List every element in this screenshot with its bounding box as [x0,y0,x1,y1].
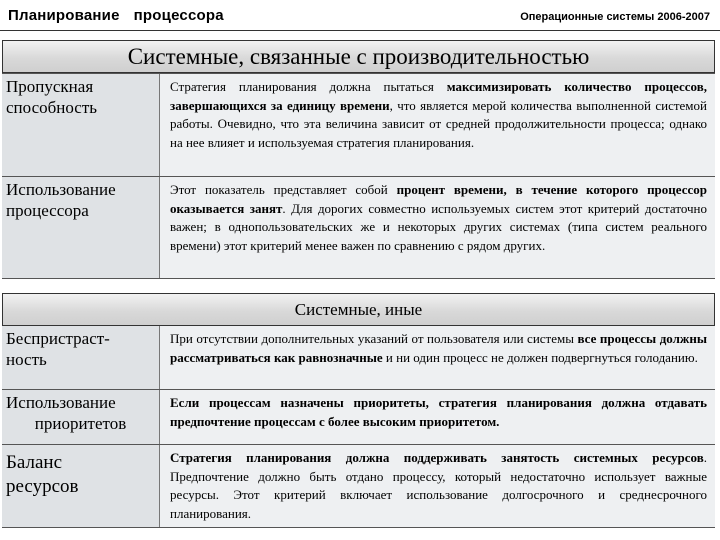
slide-title [8,7,224,24]
criterion-label [2,326,160,389]
table-row [2,326,715,390]
emphasized-text: процент времени, в течение которого процессор оказывается занят [170,182,707,216]
criterion-label [2,445,160,527]
criterion-label-line: Использование [6,180,116,199]
emphasized-text: Стратегия планирования должна поддерживать занятость системных ресурсов [170,450,704,465]
criterion-label-line: Использование [6,393,116,412]
criterion-label [2,390,160,444]
body-text: Этот показатель представляет собой [170,182,397,197]
body-text: , что является мерой количества выполненной системой работы. Очевидно, что эта величина зависит от средней продолжительности процесса; однако на нее влияет и используемая стратегия планирования. [170,97,707,150]
criterion-label-line: Пропускная [6,77,94,96]
emphasized-text: Если процессам назначены приоритеты, стратегия планирования должна отдавать предпочтение процессам с более высоким приоритетом. [170,395,707,429]
emphasized-text: максимизировать количество процессов, завершающихся за единицу времени [170,79,707,113]
criterion-label [2,177,160,278]
criterion-label-line: процессора [6,201,89,220]
criterion-label [2,74,160,176]
slide-title-part1: Планирование [8,7,120,24]
course-label: Операционные системы 2006-2007 [520,11,710,23]
criterion-description [160,326,715,389]
table-row [2,177,715,279]
slide-title-part2: процессора [133,7,224,24]
criterion-description [160,445,715,527]
header-divider [0,30,720,31]
table-row [2,390,715,445]
body-text: . Для дорогих совместно используемых систем этот критерий достаточно важен; в однопользовательских же и некоторых других системах (типа систем реального времени) этот критерий менее важен по сравнению с рядом других. [170,200,707,253]
criterion-description [160,177,715,278]
body-text: и ни один процесс не должен подвергнуться голоданию. [382,349,698,365]
body-text: . Предпочтение должно быть отдано процессу, который недостаточно использует важные ресурсы. Этот критерий включает использование долгосрочного и среднесрочного планирования. [170,450,707,521]
criterion-label-line: Баланс [6,452,63,473]
criterion-label-line: способность [6,98,98,117]
table-row [2,445,715,528]
body-text: При отсутствии дополнительных указаний от пользователя или системы [170,331,578,346]
criterion-label-line: ность [6,350,47,369]
section-header-other: Системные, иные [2,293,715,326]
criterion-label-line: ресурсов [6,476,79,497]
criterion-label-line: Беспристраст- [6,329,110,348]
criterion-description [160,74,715,176]
criterion-label-line: приоритетов [34,414,127,433]
emphasized-text: все процессы должны рассматриваться как равнозначные [170,331,707,365]
criterion-description [160,390,715,444]
body-text: Стратегия планирования должна пытаться [170,79,447,94]
section-header-performance: Системные, связанные с производительностью [2,40,715,73]
table-row [2,73,715,177]
